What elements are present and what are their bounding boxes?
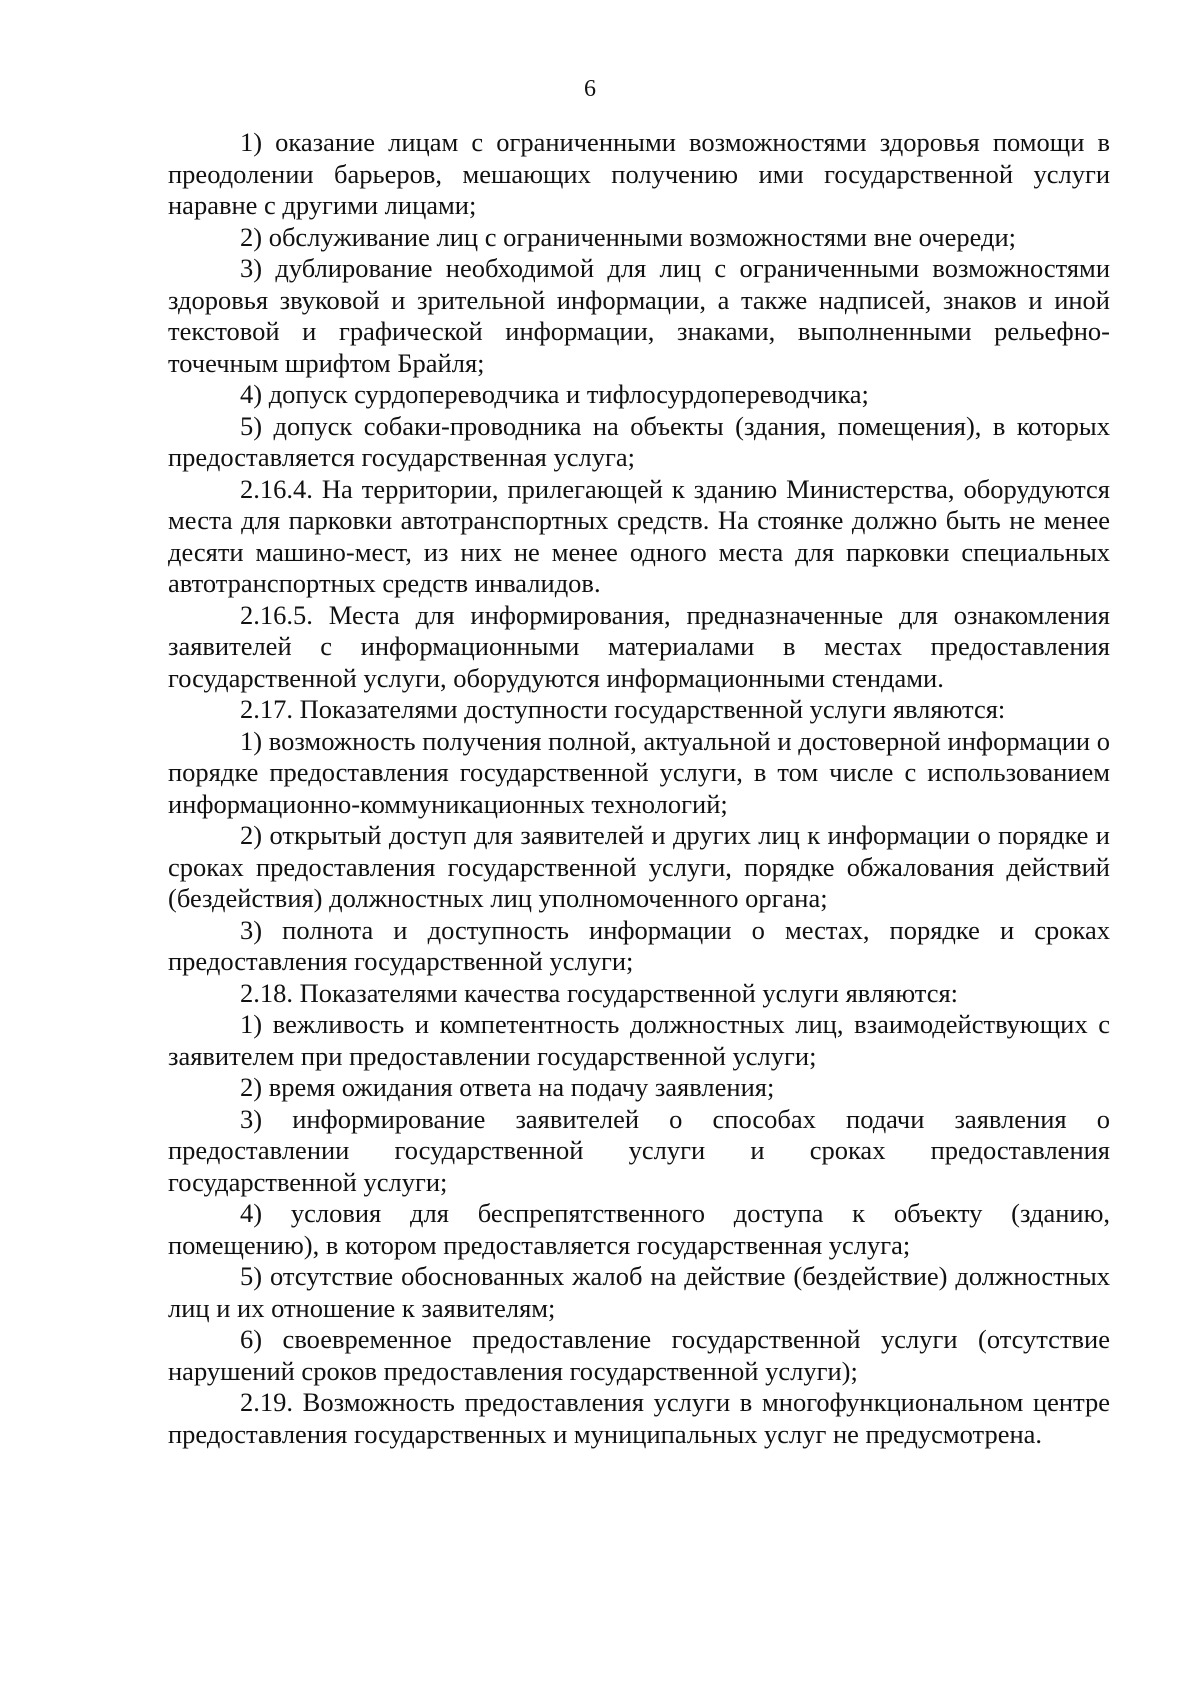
- paragraph: 2) открытый доступ для заявителей и других лиц к информации о порядке и сроках предоставления государственной услуги, порядке обжалования действий (бездействия) должностных лиц уполномоченного органа;: [168, 820, 1110, 913]
- paragraph: 2) время ожидания ответа на подачу заявления;: [240, 1072, 775, 1102]
- paragraph: 1) возможность получения полной, актуальной и достоверной информации о порядке предоставления государственной услуги, в том числе с использованием информационно-коммуникационных технологий;: [168, 725, 1110, 819]
- paragraph: 2.16.4. На территории, прилегающей к зданию Министерства, оборудуются места для парковки автотранспортных средств. На стоянке должно быть не менее десяти машино-мест, из них не менее одного места для парковки специальных автотранспортных средств инвалидов.: [168, 473, 1110, 598]
- paragraph: 5) отсутствие обоснованных жалоб на действие (бездействие) должностных лиц и их отношение к заявителям;: [168, 1261, 1110, 1323]
- document-body: [168, 127, 1110, 1450]
- paragraph: 1) вежливость и компетентность должностных лиц, взаимодействующих с заявителем при предоставлении государственной услуги;: [168, 1009, 1110, 1071]
- paragraph: 3) дублирование необходимой для лиц с ограниченными возможностями здоровья звуковой и зрительной информации, а также надписей, знаков и иной текстовой и графической информации, знаками, выполненными рельефно-точечным шрифтом Брайля;: [168, 253, 1110, 378]
- paragraph: 2.18. Показателями качества государственной услуги являются:: [240, 977, 959, 1008]
- paragraph: 5) допуск собаки-проводника на объекты (здания, помещения), в которых предоставляется государственная услуга;: [168, 410, 1110, 472]
- paragraph: 2.19. Возможность предоставления услуги в многофункциональном центре предоставления государственных и муниципальных услуг не предусмотрена.: [168, 1387, 1110, 1449]
- paragraph: 2.17. Показателями доступности государственной услуги являются:: [240, 694, 1006, 724]
- paragraph: 1) оказание лицам с ограниченными возможностями здоровья помощи в преодолении барьеров, мешающих получению ими государственной услуги наравне с другими лицами;: [168, 127, 1110, 220]
- paragraph: 3) полнота и доступность информации о местах, порядке и сроках предоставления государственной услуги;: [168, 914, 1110, 976]
- paragraph: 2) обслуживание лиц с ограниченными возможностями вне очереди;: [240, 221, 1017, 252]
- paragraph: 6) своевременное предоставление государственной услуги (отсутствие нарушений сроков предоставления государственной услуги);: [168, 1324, 1110, 1386]
- paragraph: 4) условия для беспрепятственного доступа к объекту (зданию, помещению), в котором предоставляется государственная услуга;: [168, 1198, 1110, 1260]
- paragraph: 4) допуск сурдопереводчика и тифлосурдопереводчика;: [240, 379, 869, 409]
- paragraph: 2.16.5. Места для информирования, предназначенные для ознакомления заявителей с информационными материалами в местах предоставления государственной услуги, оборудуются информационными стендами.: [168, 599, 1110, 693]
- page-number: 6: [584, 76, 596, 102]
- paragraph: 3) информирование заявителей о способах подачи заявления о предоставлении государственной услуги и сроках предоставления государственной услуги;: [168, 1103, 1110, 1197]
